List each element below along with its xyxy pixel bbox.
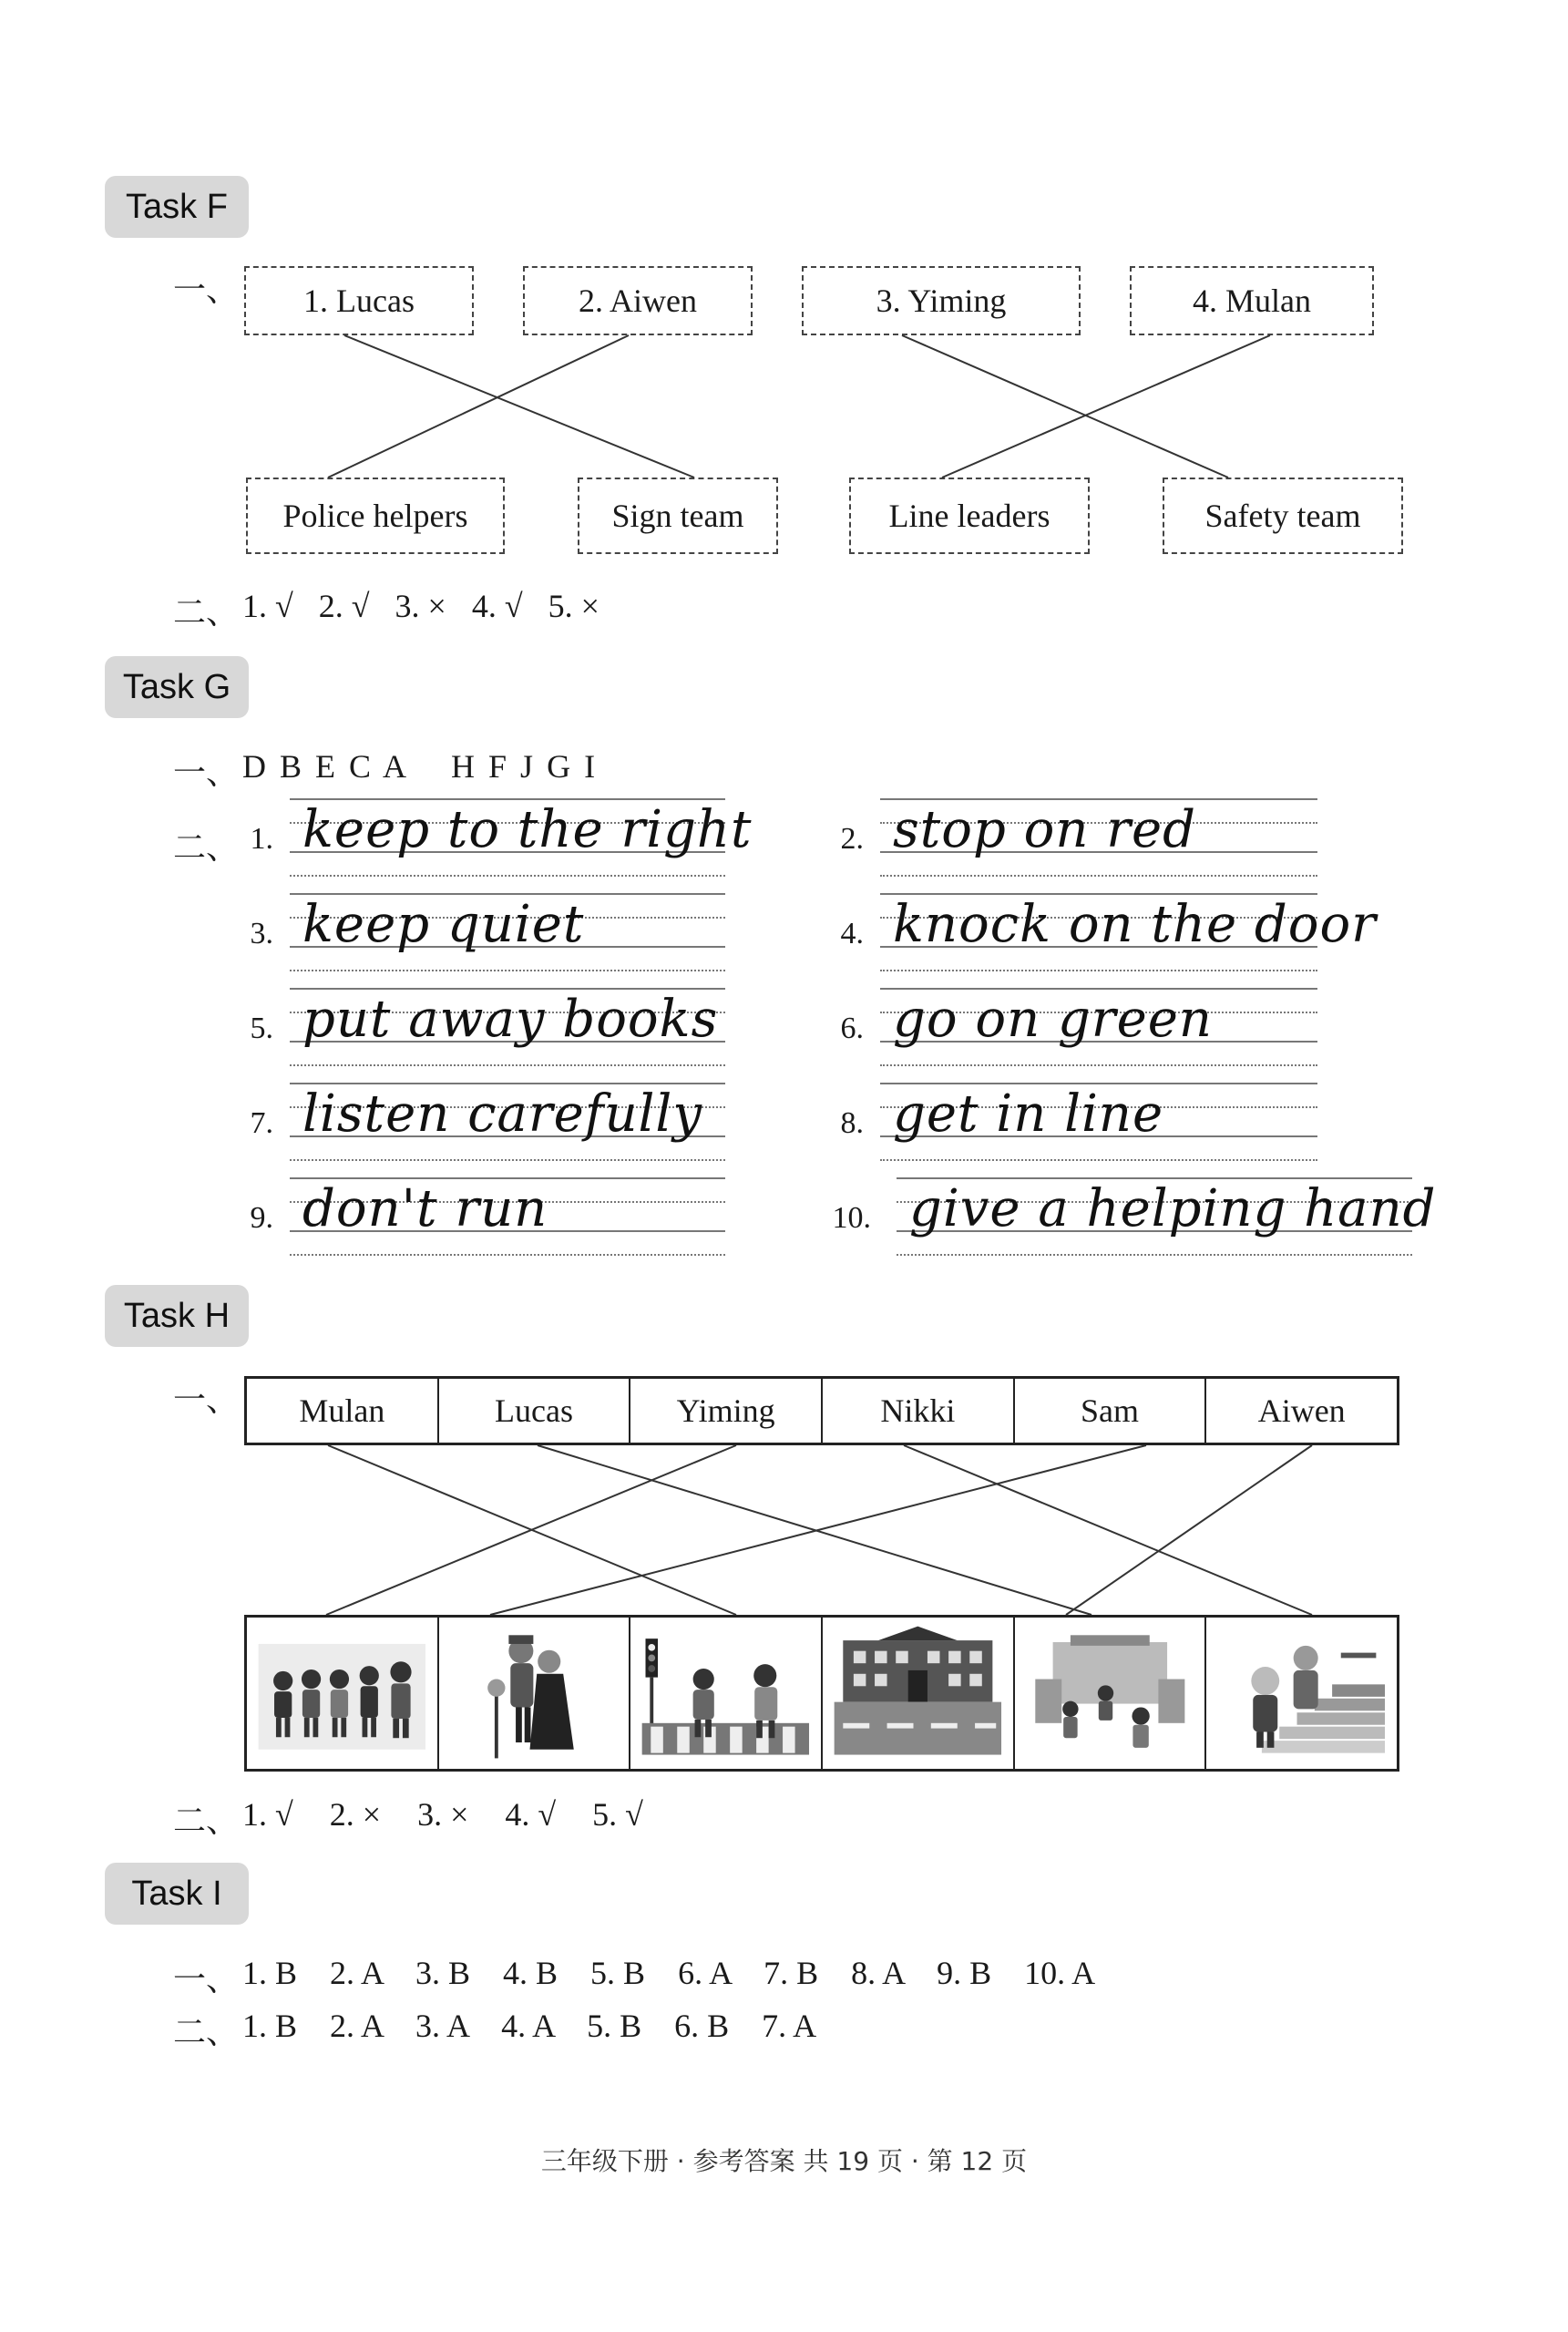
task-g-phrase-9 <box>290 1177 725 1272</box>
task-g-num-10: 10. <box>832 1201 871 1235</box>
task-h-name-mulan: Mulan <box>247 1379 439 1443</box>
task-g-num-6: 6. <box>840 1012 864 1045</box>
task-f-team-safety-team: Safety team <box>1163 478 1403 554</box>
task-g-num-2: 2. <box>840 822 864 856</box>
task-g-phrase-2-text: stop on red <box>893 800 1196 859</box>
task-g-order-answer: D B E C A H F J G I <box>242 748 599 785</box>
task-g-num-5: 5. <box>250 1012 273 1045</box>
helping-hand-stairs-illustration <box>1206 1618 1397 1769</box>
task-h-mark-2: 2. × <box>329 1796 382 1833</box>
task-g-section-2-marker: 二、 <box>173 829 240 866</box>
task-g-num-9: 9. <box>250 1201 273 1235</box>
task-h-picture-5 <box>1015 1618 1207 1769</box>
task-g-phrase-10 <box>897 1177 1437 1272</box>
task-g-num-7: 7. <box>250 1106 273 1140</box>
task-h-name-yiming: Yiming <box>630 1379 823 1443</box>
task-i-answers-2: 1. B 2. A 3. A 4. A 5. B 6. B 7. A <box>242 2008 817 2044</box>
task-f-name-lucas: 1. Lucas <box>244 266 474 335</box>
task-f-line-mulan-line <box>942 335 1270 478</box>
task-i-section-2-marker: 二、 <box>173 2014 240 2050</box>
task-f-line-lucas-sign <box>344 335 694 478</box>
task-g-phrase-3-text: keep quiet <box>302 895 585 954</box>
task-f-line-yiming-safety <box>902 335 1228 478</box>
task-f-line-aiwen-police <box>328 335 629 478</box>
task-g-phrase-7 <box>290 1083 725 1177</box>
task-h-name-lucas: Lucas <box>439 1379 631 1443</box>
task-g-phrase-6-text: go on green <box>893 990 1213 1049</box>
task-h-line-4 <box>904 1445 1312 1615</box>
task-f-section-1-marker: 一、 <box>173 272 240 308</box>
task-g-label: Task G <box>105 656 249 718</box>
task-f-mark-3: 3. × <box>395 588 446 624</box>
task-g-phrase-2 <box>880 798 1317 893</box>
task-g-phrase-8-text: get in line <box>893 1084 1164 1144</box>
task-f-label: Task F <box>105 176 249 238</box>
task-i-label: Task I <box>105 1863 249 1925</box>
task-g-phrase-7-text: listen carefully <box>302 1084 702 1144</box>
task-f-mark-1: 1. √ <box>242 588 293 624</box>
task-f-mark-4: 4. √ <box>471 588 523 624</box>
task-g-phrase-6 <box>880 988 1317 1083</box>
task-g-num-4: 4. <box>840 917 864 950</box>
task-f-team-line-leaders: Line leaders <box>849 478 1090 554</box>
task-g-section-1-marker: 一、 <box>173 755 240 791</box>
task-h-picture-4 <box>823 1618 1015 1769</box>
task-g-phrase-4 <box>880 893 1377 988</box>
task-h-line-6 <box>1066 1445 1312 1615</box>
task-h-mark-3: 3. × <box>417 1796 469 1833</box>
task-g-phrase-1 <box>290 798 753 893</box>
task-h-name-nikki: Nikki <box>823 1379 1015 1443</box>
task-h-name-aiwen: Aiwen <box>1257 1392 1346 1429</box>
task-f-mark-2: 2. √ <box>318 588 370 624</box>
task-f-name-mulan: 4. Mulan <box>1130 266 1374 335</box>
task-g-phrase-9-text: don't run <box>302 1179 548 1238</box>
task-h-mark-4: 4. √ <box>505 1796 557 1833</box>
task-f-marks <box>242 587 625 625</box>
task-h-line-5 <box>490 1445 1146 1615</box>
task-h-picture-table <box>244 1615 1399 1772</box>
task-h-picture-2 <box>439 1618 631 1769</box>
task-g-num-3: 3. <box>250 917 273 950</box>
task-h-section-1-marker: 一、 <box>173 1382 240 1418</box>
children-in-line-illustration <box>247 1618 437 1769</box>
task-f-name-aiwen: 2. Aiwen <box>523 266 753 335</box>
task-f-team-police-helpers: Police helpers <box>246 478 505 554</box>
task-h-picture-1 <box>247 1618 439 1769</box>
task-g-num-1: 1. <box>250 822 273 856</box>
task-f-mark-5: 5. × <box>548 588 600 624</box>
task-h-marks <box>242 1795 680 1834</box>
police-helper-illustration <box>439 1618 630 1769</box>
task-g-phrase-4-text: knock on the door <box>893 895 1377 954</box>
schoolyard-illustration <box>1015 1618 1205 1769</box>
task-g-phrase-8 <box>880 1083 1317 1177</box>
task-h-picture-6 <box>1206 1618 1397 1769</box>
task-g-phrase-3 <box>290 893 725 988</box>
task-g-num-8: 8. <box>840 1106 864 1140</box>
traffic-light-crossing-illustration <box>630 1618 821 1769</box>
task-f-section-2-marker: 二、 <box>173 594 240 631</box>
task-g-phrase-1-text: keep to the right <box>302 800 753 859</box>
task-i-answers-1: 1. B 2. A 3. B 4. B 5. B 6. A 7. B 8. A 9. B 10. A <box>242 1955 1096 1991</box>
school-building-illustration <box>823 1618 1013 1769</box>
page-footer: 三年级下册 · 参考答案 共 19 页 · 第 12 页 <box>540 2146 1028 2176</box>
task-f-team-sign-team: Sign team <box>578 478 778 554</box>
task-g-phrase-10-text: give a helping hand <box>909 1179 1437 1238</box>
task-h-mark-5: 5. √ <box>592 1796 643 1833</box>
task-h-section-2-marker: 二、 <box>173 1803 240 1839</box>
task-h-name-table <box>244 1376 1399 1445</box>
task-h-name-sam: Sam <box>1015 1379 1207 1443</box>
task-i-section-1-marker: 一、 <box>173 1961 240 1998</box>
task-h-picture-3 <box>630 1618 823 1769</box>
task-g-phrase-5-text: put away books <box>302 990 719 1049</box>
task-h-mark-1: 1. √ <box>242 1796 293 1833</box>
task-h-label: Task H <box>105 1285 249 1347</box>
task-g-phrase-5 <box>290 988 725 1083</box>
task-f-name-yiming: 3. Yiming <box>802 266 1081 335</box>
task-h-line-2 <box>538 1445 1091 1615</box>
